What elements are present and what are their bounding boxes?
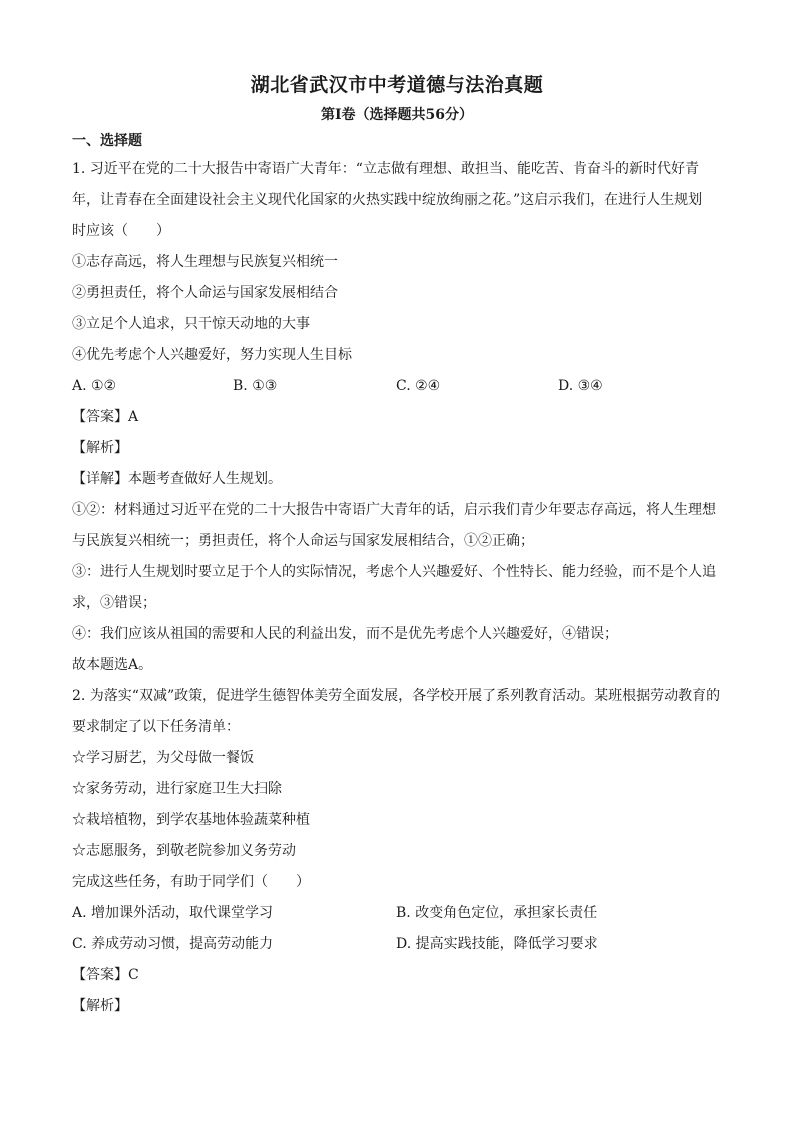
q1-stem-line: 1. 习近平在党的二十大报告中寄语广大青年：“立志做有理想、敢担当、能吃苦、肯奋斗的新时代好青 (72, 161, 699, 177)
section-heading: 一、选择题 (72, 133, 142, 149)
q1-detail-line: ①②：材料通过习近平在党的二十大报告中寄语广大青年的话，启示我们青少年要志存高远，将人生理想 (72, 502, 716, 518)
q1-item: ④优先考虑个人兴趣爱好，努力实现人生目标 (72, 347, 352, 363)
q2-option-a: A. 增加课外活动，取代课堂学习 (72, 905, 274, 921)
q1-item: ②勇担责任，将个人命运与国家发展相结合 (72, 285, 338, 301)
q2-task-item: ☆学习厨艺，为父母做一餐饭 (72, 750, 254, 766)
page-subtitle: 第Ⅰ卷（选择题共56分） (320, 107, 474, 123)
q1-option-c: C. ②④ (396, 378, 441, 394)
page-title: 湖北省武汉市中考道德与法治真题 (250, 74, 544, 96)
q1-detail-line: 【详解】本题考查做好人生规划。 (72, 471, 282, 487)
q1-detail-line: ④：我们应该从祖国的需要和人民的利益出发，而不是优先考虑个人兴趣爱好，④错误； (72, 626, 618, 642)
q1-item: ③立足个人追求，只干惊天动地的大事 (72, 316, 310, 332)
q2-task-item: ☆家务劳动，进行家庭卫生大扫除 (72, 781, 282, 797)
q2-stem-line: 2. 为落实“双减”政策，促进学生德智体美劳全面发展，各学校开展了系列教育活动。某班根据劳动教育的 (72, 688, 721, 704)
q1-stem-line: 时应该（ ） (72, 223, 170, 239)
q1-analysis-label: 【解析】 (72, 440, 128, 456)
q2-option-c: C. 养成劳动习惯，提高劳动能力 (72, 936, 274, 952)
q2-option-d: D. 提高实践技能，降低学习要求 (396, 936, 598, 952)
q1-stem-line: 年，让青春在全面建设社会主义现代化国家的火热实践中绽放绚丽之花。”这启示我们，在进行人生规划 (72, 192, 703, 208)
q1-detail-line: 求，③错误； (72, 595, 156, 611)
q2-answer: 【答案】C (72, 967, 139, 983)
q1-detail-line: ③：进行人生规划时要立足于个人的实际情况，考虑个人兴趣爱好、个性特长、能力经验，而不是个人追 (72, 564, 716, 580)
q2-task-item: ☆栽培植物，到学农基地体验蔬菜种植 (72, 812, 310, 828)
q1-option-a: A. ①② (72, 378, 117, 394)
q1-detail-line: 故本题选A。 (72, 657, 153, 673)
q2-task-item: ☆志愿服务，到敬老院参加义务劳动 (72, 843, 296, 859)
q2-option-b: B. 改变角色定位，承担家长责任 (396, 905, 598, 921)
q2-stem-line: 要求制定了以下任务清单： (72, 719, 240, 735)
q2-analysis-label: 【解析】 (72, 998, 128, 1014)
q1-option-d: D. ③④ (558, 378, 603, 394)
q2-question: 完成这些任务，有助于同学们（ ） (72, 874, 310, 890)
q1-detail-line: 与民族复兴相统一；勇担责任，将个人命运与国家发展相结合，①②正确； (72, 533, 534, 549)
q1-item: ①志存高远，将人生理想与民族复兴相统一 (72, 254, 338, 270)
q1-answer: 【答案】A (72, 409, 139, 425)
q1-option-b: B. ①③ (233, 378, 278, 394)
